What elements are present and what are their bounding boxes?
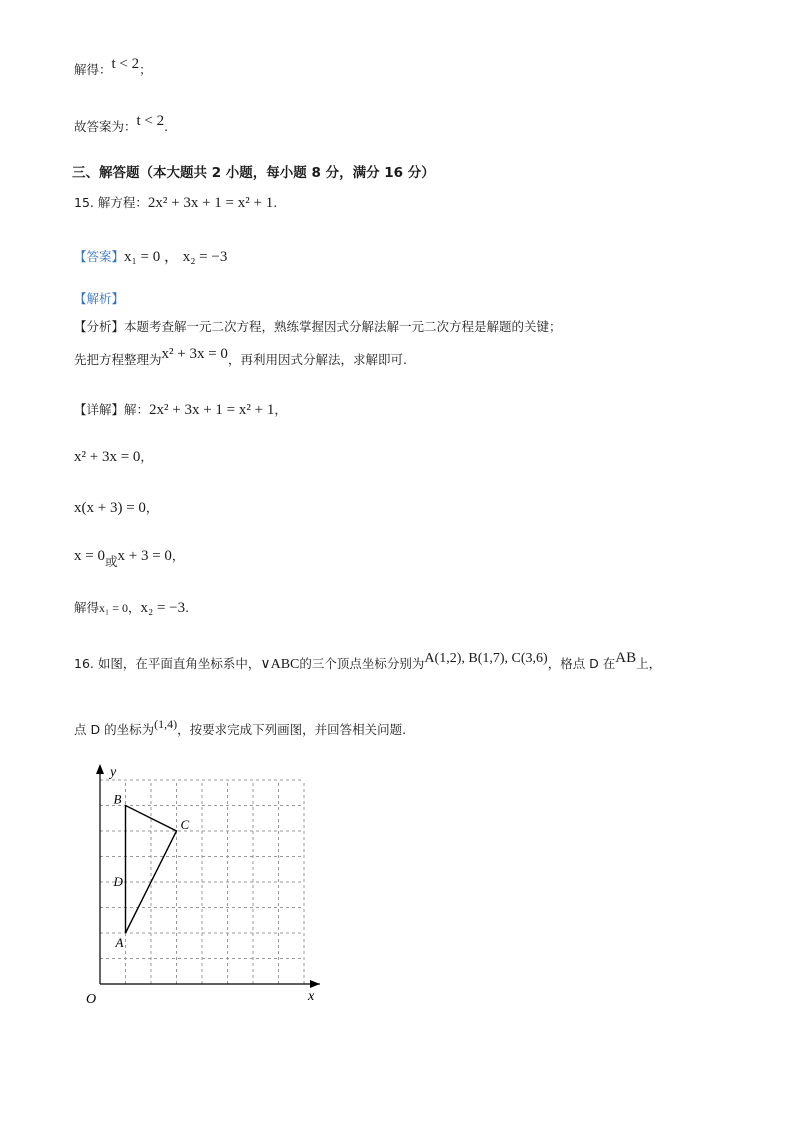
answer-line: 故答案为：t < 2.	[74, 113, 169, 134]
detail-line: 【详解】解：2x² + 3x + 1 = x² + 1，	[74, 402, 287, 418]
analysis-text: 【分析】本题考查解一元二次方程，熟练掌握因式分解法解一元二次方程是解题的关键；	[74, 319, 562, 334]
step-1: x² + 3x = 0，	[74, 449, 153, 465]
question-16: 16. 如图，在平面直角坐标系中，∨ABC的三个顶点坐标分别为A(1,2), B(1,7), C(3,6)，格点 D 在AB上，	[74, 650, 662, 672]
answer-block: 【答案】x₁ = 0 ， x₂ = −3	[74, 249, 228, 265]
point-b-label: B	[113, 791, 122, 807]
coordinate-figure	[80, 760, 340, 1020]
step-4: 解得x₁ = 0，x₂ = −3.	[74, 600, 190, 616]
point-c-label: C	[180, 817, 190, 832]
solution-line-1: 解得：t < 2；	[74, 56, 152, 77]
step-3: x = 0或x + 3 = 0，	[74, 548, 185, 569]
question-15: 15. 解方程：2x² + 3x + 1 = x² + 1.	[74, 195, 278, 211]
origin-label: O	[86, 992, 97, 1007]
y-axis-label: y	[110, 765, 117, 780]
question-16-line2: 点 D 的坐标为(1,4)，按要求完成下列画图，并回答相关问题.	[74, 717, 407, 737]
analysis-tag: 【解析】	[74, 291, 125, 306]
x-axis-label: x	[308, 989, 315, 1004]
point-d-label: D	[113, 874, 123, 889]
point-a-label: A	[115, 935, 124, 950]
analysis-text-2: 先把方程整理为x² + 3x = 0，再利用因式分解法，求解即可.	[74, 346, 407, 367]
section-heading: 三、解答题（本大题共 2 小题，每小题 8 分，满分 16 分）	[72, 165, 435, 181]
step-2: x(x + 3) = 0，	[74, 500, 159, 516]
x-axis-arrow	[310, 980, 320, 988]
y-axis-arrow	[96, 764, 104, 774]
grid-lines	[100, 780, 304, 984]
